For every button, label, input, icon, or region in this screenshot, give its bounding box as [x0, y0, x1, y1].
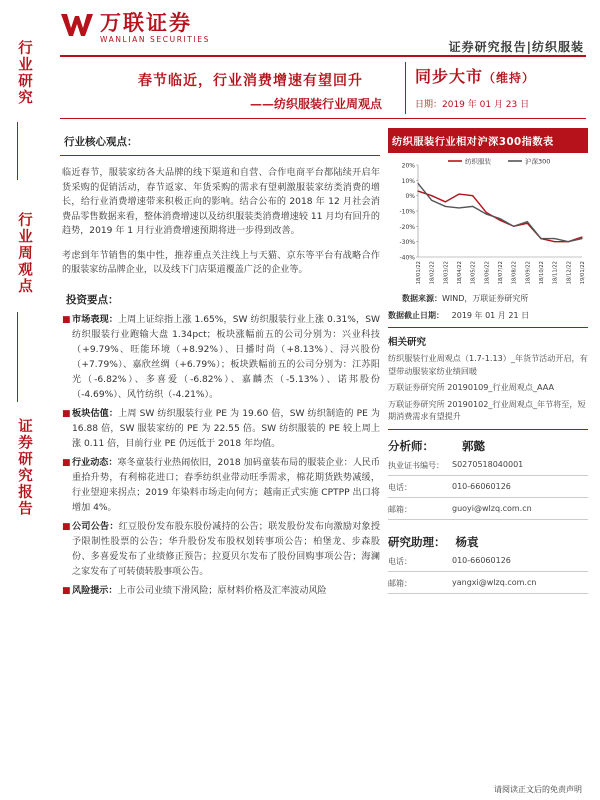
assistant-email: [388, 578, 588, 589]
x-tick-label: 18/02/22: [429, 261, 436, 285]
data-point: [568, 241, 569, 242]
series-line-textile: [418, 191, 582, 242]
side-tag-securities-report: 证券研究报告: [16, 418, 33, 517]
data-point: [431, 200, 432, 201]
related-item[interactable]: 万联证券研究所 20190102_行业周观点_年节将至，短期消费需求有望提升: [388, 398, 586, 421]
divider: [388, 429, 588, 430]
chart-source: [388, 293, 588, 304]
header-divider: [60, 55, 586, 57]
logo-english-name: WANLIAN SECURITIES: [100, 35, 211, 44]
point-industry-news: [60, 456, 380, 516]
rating-box: [409, 64, 589, 110]
report-title: 春节临近，行业消费增速有望回升: [138, 73, 363, 89]
square-bullet-icon: ■: [62, 314, 71, 325]
source-label: 数据来源：: [402, 294, 442, 303]
data-point: [486, 213, 487, 214]
report-date: 日期：2019 年 01 月 23 日: [415, 100, 530, 110]
divider: [388, 497, 588, 498]
data-point: [486, 212, 487, 213]
assistant-name: 杨袁: [455, 534, 479, 549]
y-tick-label: -30%: [399, 239, 415, 247]
divider: [388, 593, 588, 594]
point-valuation: [60, 407, 380, 452]
square-bullet-icon: ■: [62, 457, 71, 468]
phone-value: 010-66060126: [452, 481, 511, 491]
point-text: 红豆股份发布股东股份减持的公告；联发股份发布向激励对象授予限制性股票的公告；华升股份发布股权划转事项公告；柏堡龙、步森股份、多喜爱发布了业绩修正预告；拉夏贝尔发布了股份回购事项公告；海澜之家发布了可转债转股事项公告。: [72, 521, 380, 577]
data-point: [445, 201, 446, 202]
analyst-cert: [388, 460, 588, 471]
related-item[interactable]: 万联证券研究所 20190109_行业周观点_AAA: [388, 382, 555, 392]
data-point: [431, 195, 432, 196]
data-point: [472, 206, 473, 207]
disclaimer-notice: 请阅读正文后的免责声明: [494, 785, 582, 794]
x-tick-label: 18/09/22: [525, 261, 532, 285]
divider: [388, 475, 588, 476]
brand-logo: [60, 12, 210, 44]
data-point: [581, 238, 582, 239]
y-tick-label: -40%: [399, 254, 415, 262]
x-tick-label: 18/12/22: [566, 261, 573, 285]
y-tick-label: -20%: [399, 223, 415, 231]
assistant-label: 研究助理：: [388, 534, 446, 549]
point-label: 风险提示：: [72, 585, 118, 596]
data-point: [472, 195, 473, 196]
cert-value: S0270518040001: [452, 459, 524, 469]
divider: [388, 571, 588, 572]
core-view-heading: 行业核心观点：: [60, 130, 380, 156]
legend-label: 纺织服装: [465, 157, 491, 166]
rating: [409, 64, 589, 87]
point-label: 板块估值：: [72, 408, 119, 419]
x-tick-label: 18/07/22: [498, 261, 504, 285]
core-paragraph-1: 临近春节，服装家纺各大品牌的线下渠道和自营、合作电商平台都陆续开启年货采购的促销活动，春节返家、年货采购的需求有望刺激服装家纺类消费的增长，给行业消费增速带来积极正向的影响。结合公布的 2018 年 12 月社会消费品零售数据来看，整体消费增速以及纺织服装类消费增速较 11 月均有回升的趋势，2019 年 1 月行业消费增速预期将进一步得到改善。: [62, 168, 380, 236]
x-tick-label: 18/03/22: [443, 261, 450, 285]
email-label: 邮箱：: [388, 578, 412, 588]
point-label: 行业动态：: [72, 457, 118, 468]
square-bullet-icon: ■: [62, 521, 71, 532]
email-label: 邮箱：: [388, 504, 412, 514]
data-point: [445, 206, 446, 207]
legend-label: 沪深300: [525, 157, 551, 166]
chart-title: 纺织服装行业相对沪深300指数表: [388, 128, 588, 153]
x-tick-label: 19/01/22: [580, 261, 586, 285]
point-text: 上市公司业绩下滑风险；原材料价格及汇率波动风险: [117, 585, 327, 596]
analyst-email: [388, 504, 588, 515]
x-tick-label: 18/10/22: [539, 261, 545, 285]
analyst-label: 分析师：: [388, 438, 434, 453]
y-tick-label: 20%: [401, 162, 415, 170]
x-tick-label: 18/08/22: [511, 261, 518, 285]
x-tick-label: 18/11/22: [552, 261, 559, 285]
assistant-heading: [388, 534, 588, 550]
point-market: [60, 313, 380, 403]
analyst-heading: [388, 438, 588, 454]
rating-main: 同步大市: [415, 67, 484, 86]
related-research-heading: 相关研究: [388, 337, 427, 348]
point-announcements: [60, 520, 380, 580]
sidebar-column: [388, 128, 588, 594]
divider: [388, 519, 588, 520]
assistant-phone: [388, 556, 588, 567]
phone-label: 电话：: [388, 556, 412, 566]
data-point: [458, 207, 459, 208]
point-risk: [60, 584, 380, 599]
divider: [388, 327, 588, 328]
data-deadline: [388, 310, 588, 321]
point-text: 上周 SW 纺织服装行业 PE 为 19.60 倍，SW 纺织制造的 PE 为 16.88 倍，SW 服装家纺的 PE 为 22.55 倍。SW 纺织服装的 PE 较上周上涨 0.11 倍，目前行业 PE 仍远低于 2018 年均值。: [72, 408, 380, 449]
data-point: [527, 221, 528, 222]
data-point: [417, 183, 418, 184]
report-type: 证券研究报告|纺织服装: [448, 40, 584, 54]
x-tick-label: 18/01/22: [416, 261, 422, 285]
deadline-label: 数据截止日期：: [388, 311, 444, 320]
x-tick-label: 18/05/22: [470, 261, 477, 285]
series-line-csi300: [418, 183, 582, 241]
data-point: [513, 226, 514, 227]
point-text: 上周上证综指上涨 1.65%，SW 纺织服装行业上涨 0.31%，SW 纺织服装行业跑输大盘 1.34pct；板块涨幅前五的公司分别为：兴业科技（+9.79%、旺能环境（+8.92%）、日播时尚（+8.13%）、浔兴股份（+7.79%）、嘉欣丝绸（+6.79%）；板块跌幅前五的公司分别为：江苏阳光（-6.82%）、多喜爱（-6.82%）、嘉麟杰（-5.13%）、诺邦股份（-4.69%）、风竹纺织（-4.21%）。: [72, 314, 380, 400]
point-label: 公司公告：: [72, 521, 119, 532]
email-value[interactable]: yangxi@wlzq.com.cn: [452, 577, 537, 587]
chart-svg: [388, 153, 588, 291]
email-value[interactable]: guoyi@wlzq.com.cn: [452, 503, 532, 513]
core-paragraph-2: 考虑到年节销售的集中性，推荐重点关注线上与天猫、京东等平台有战略合作的服装家纺品牌企业，以及线下门店渠道覆盖广泛的企业等。: [62, 250, 380, 275]
analyst-phone: [388, 482, 588, 493]
side-tag-weekly: 行业周观点: [16, 212, 33, 295]
data-point: [458, 194, 459, 195]
square-bullet-icon: ■: [62, 408, 71, 419]
report-subtitle: ——纺织服装行业周观点: [250, 97, 383, 111]
x-tick-label: 18/06/22: [484, 261, 491, 285]
analyst-name: 郭懿: [462, 438, 485, 453]
cert-label: 执业证书编号：: [388, 460, 444, 470]
square-bullet-icon: ■: [62, 585, 71, 596]
title-divider: [405, 62, 406, 114]
data-point: [581, 236, 582, 237]
data-point: [499, 220, 500, 221]
rating-sub: （维持）: [483, 71, 536, 85]
phone-value: 010-66060126: [452, 555, 511, 565]
related-item[interactable]: 纺织服装行业周观点（1.7-1.13）_年货节活动开启，有望带动服装家纺业绩回暖: [388, 353, 588, 376]
main-column: [60, 130, 380, 599]
deadline-text: 2019 年 01 月 21 日: [451, 311, 530, 320]
side-divider: [17, 122, 18, 180]
data-point: [554, 238, 555, 239]
y-tick-label: -10%: [399, 208, 415, 216]
source-text: WIND，万联证券研究所: [442, 294, 529, 303]
point-label: 市场表现：: [72, 314, 118, 325]
relative-index-chart: [388, 153, 588, 291]
phone-label: 电话：: [388, 482, 412, 492]
data-point: [554, 241, 555, 242]
logo-chinese-name: 万联证券: [100, 10, 192, 35]
side-divider: [17, 312, 18, 402]
investment-points-heading: 投资要点：: [66, 293, 119, 306]
data-point: [417, 190, 418, 191]
y-tick-label: 0%: [405, 193, 415, 201]
point-text: 寒冬童装行业热闹依旧，2018 加码童装布局的服装企业：人民币重拾升势，有利棉花进口；春季纺织业带动旺季需求，棉花期货跌势减缓，行业望迎来拐点；2019 年染料市场走向何方；越南正式实施 CPTPP 出口将增加 4%。: [72, 457, 380, 513]
data-point: [499, 218, 500, 219]
x-tick-label: 18/04/22: [457, 261, 463, 285]
wanlian-logo-icon: [60, 12, 94, 38]
title-rule: [60, 118, 586, 119]
side-tag-industry-research: 行业研究: [16, 40, 33, 106]
data-point: [540, 238, 541, 239]
y-tick-label: 10%: [401, 177, 415, 185]
